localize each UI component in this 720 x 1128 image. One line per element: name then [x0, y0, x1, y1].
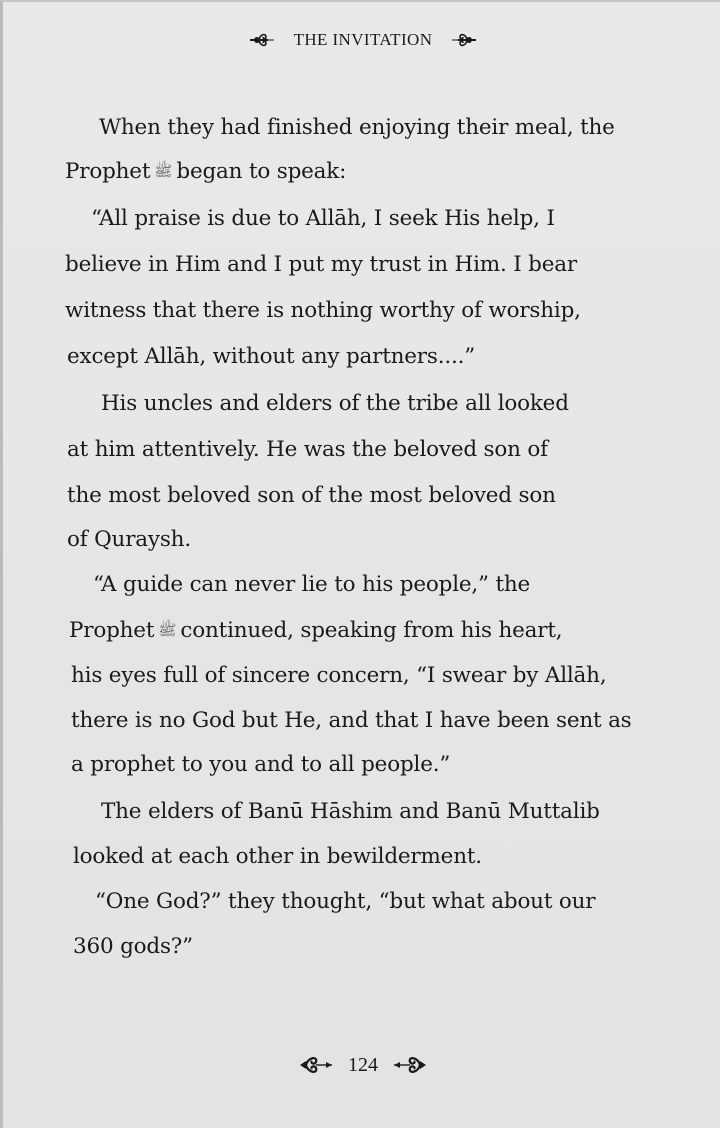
text-line [67, 437, 548, 462]
text-line [71, 708, 632, 733]
line-text-rest: continued, speaking from his heart, [180, 618, 563, 643]
text-line [65, 298, 581, 323]
text-line [67, 527, 191, 552]
text-line [93, 572, 530, 597]
line-text: a prophet to you and to all people.” [71, 752, 451, 777]
text-line [73, 934, 193, 959]
text-line [95, 889, 595, 914]
line-text: believe in Him and I put my trust in Him. I bear [65, 252, 577, 277]
text-line [71, 752, 450, 777]
text-line [71, 663, 606, 688]
text-line [67, 344, 475, 369]
fleuron-left-icon [248, 30, 276, 50]
line-text: Prophet [65, 159, 151, 184]
page-number: 124 [348, 1053, 378, 1076]
page-footer [3, 1052, 720, 1078]
line-text: witness that there is nothing worthy of worship, [65, 298, 581, 323]
line-text: at him attentively. He was the beloved son of [67, 437, 548, 462]
text-line [65, 159, 346, 184]
text-line [65, 252, 577, 277]
running-head-title: THE INVITATION [293, 30, 433, 49]
line-text: the most beloved son of the most beloved son [67, 483, 556, 508]
line-text: Prophet [69, 618, 155, 643]
line-text: looked at each other in bewilderment. [73, 844, 482, 869]
text-line [99, 115, 615, 140]
line-text: “One God?” they thought, “but what about our [95, 889, 596, 914]
text-line [101, 391, 569, 416]
line-text: “A guide can never lie to his people,” the [93, 572, 531, 597]
text-line [69, 618, 562, 643]
text-line [91, 206, 555, 231]
line-text: 360 gods?” [73, 934, 193, 959]
line-text: His uncles and elders of the tribe all looked [101, 391, 569, 416]
line-text-rest: began to speak: [176, 159, 347, 184]
salawat-seal-icon: ﷺ [154, 162, 173, 180]
line-text: there is no God but He, and that I have been sent as [71, 708, 632, 733]
line-text: The elders of Banū Hāshim and Banū Muttalib [101, 799, 600, 824]
running-head [3, 30, 720, 50]
text-line [67, 483, 556, 508]
text-line [101, 799, 600, 824]
line-text: his eyes full of sincere concern, “I swear by Allāh, [71, 663, 607, 688]
fleuron-right-icon [450, 30, 478, 50]
fleuron-right-icon [392, 1052, 428, 1078]
line-text: except Allāh, without any partners....” [67, 344, 476, 369]
salawat-seal-icon: ﷺ [158, 621, 177, 639]
line-text: “All praise is due to Allāh, I seek His help, I [91, 206, 555, 231]
fleuron-left-icon [298, 1052, 334, 1078]
line-text: When they had finished enjoying their meal, the [99, 115, 615, 140]
text-line [73, 844, 482, 869]
line-text: of Quraysh. [67, 527, 191, 552]
